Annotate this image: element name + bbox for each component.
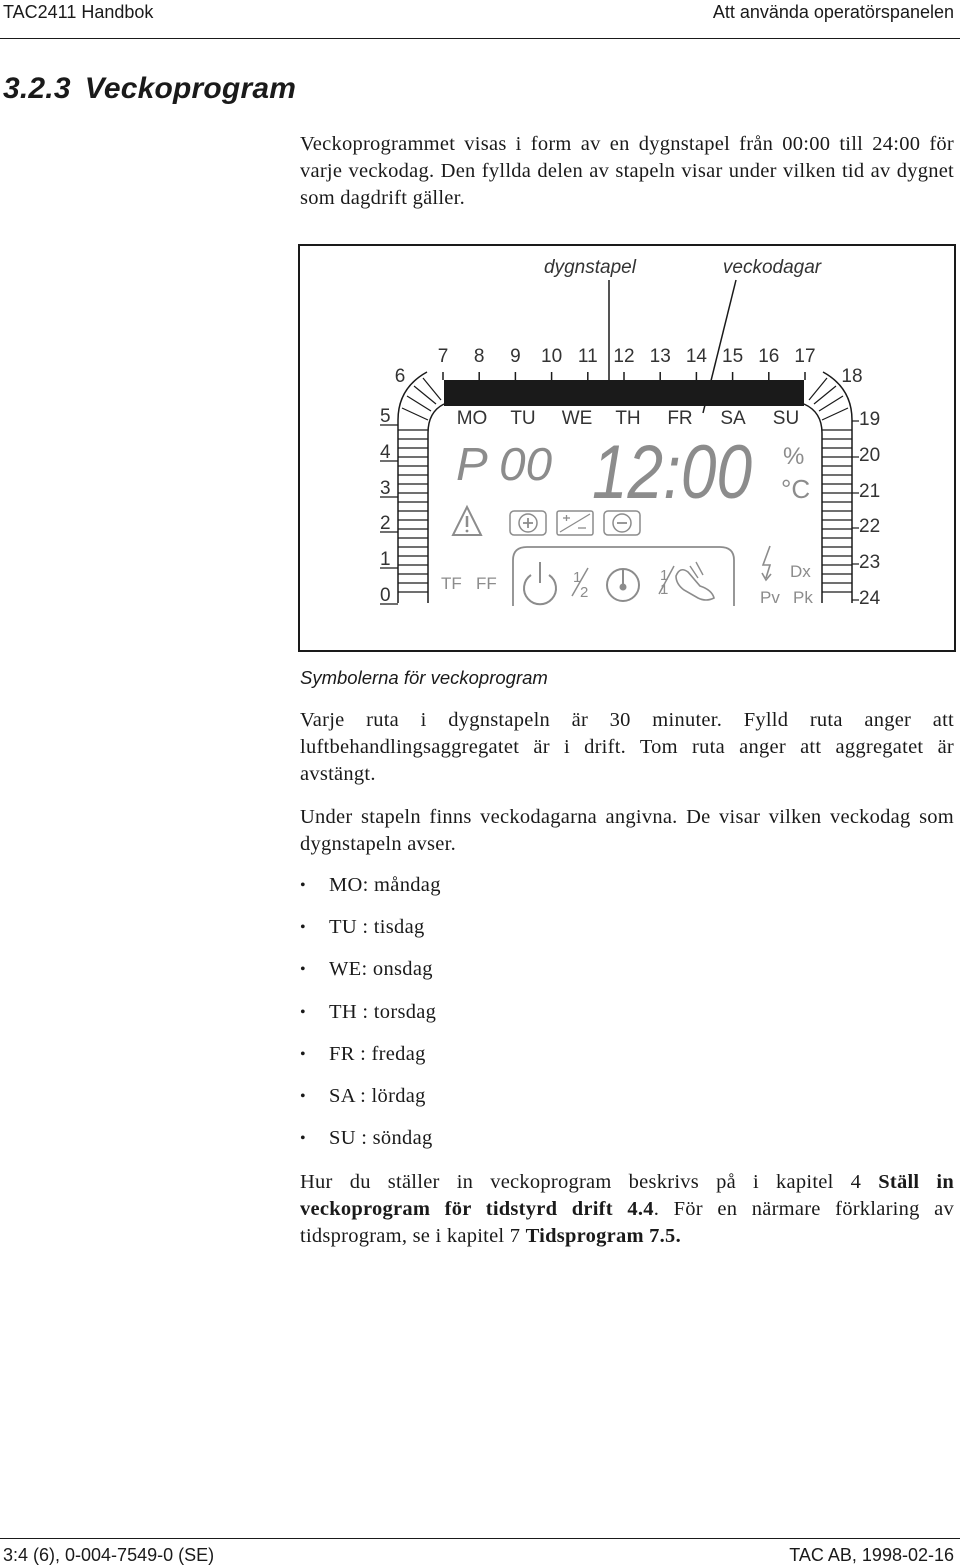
list-item xyxy=(300,872,441,914)
right-corner-cell xyxy=(822,408,848,420)
label-veckodagar: veckodagar xyxy=(722,257,822,278)
tf-indicator: TF xyxy=(441,574,462,593)
ff-indicator: FF xyxy=(476,574,497,593)
weekday-tuesday: TU : tisdag xyxy=(329,916,425,939)
celsius-symbol: °C xyxy=(781,474,811,504)
bullet: • xyxy=(300,1003,306,1021)
paragraph-cells: Varje ruta i dygnstapeln är 30 minuter. Fylld ruta anger att luftbehandlingsaggregatet är i drift. Tom ruta anger att aggregatet är avstängt. xyxy=(300,709,954,785)
reference-text-2: . För en närmare förklaring av tidsprogram, se i kapitel 7 xyxy=(300,1198,954,1247)
pk-indicator: Pk xyxy=(793,588,813,607)
hour-label: 11 xyxy=(577,346,598,367)
left-corner-cell xyxy=(423,378,441,400)
day-label-mo: MO xyxy=(456,408,488,429)
right-corner-cell xyxy=(809,378,827,400)
display-figure xyxy=(298,244,956,652)
hour-label: 19 xyxy=(859,409,881,430)
left-hour-labels xyxy=(380,406,398,606)
plus-minus-icon xyxy=(557,511,593,535)
header-rule xyxy=(0,38,960,39)
pv-indicator: Pv xyxy=(760,588,780,607)
list-item xyxy=(300,999,441,1041)
section-heading xyxy=(3,72,296,106)
list-item xyxy=(300,1125,441,1167)
hour-label: 12 xyxy=(613,346,635,367)
plus-icon xyxy=(510,511,546,535)
hour-label: 3 xyxy=(380,478,391,499)
bullet: • xyxy=(300,961,306,979)
warning-icon xyxy=(453,507,481,535)
bullet: • xyxy=(300,919,306,937)
bullet: • xyxy=(300,1130,306,1148)
power-icon xyxy=(524,562,556,604)
list-item xyxy=(300,1083,441,1125)
hour-label: 8 xyxy=(473,346,485,367)
day-label-sa: SA xyxy=(720,408,746,429)
timer-clock-icon xyxy=(607,569,639,601)
weekday-wednesday: WE: onsdag xyxy=(329,958,433,981)
reference-chapter-4: Ställ in veckoprogram för tidstyrd drift 4.4 xyxy=(300,1171,955,1220)
hour-label: 9 xyxy=(510,346,521,367)
dx-indicator: Dx xyxy=(790,562,811,581)
hour-label: 7 xyxy=(437,346,449,367)
reference-chapter-7: Tidsprogram 7.5 xyxy=(525,1225,676,1247)
hour-label: 2 xyxy=(380,513,391,534)
hour-label: 18 xyxy=(841,366,863,387)
top-hour-ticks xyxy=(443,372,805,380)
hour-label: 21 xyxy=(859,481,881,502)
day-label-we: WE xyxy=(561,408,593,429)
manual-hand-icon xyxy=(676,562,714,600)
right-corner-cell xyxy=(814,386,836,404)
clock-display: 12:00 xyxy=(592,430,752,515)
left-corner-cell xyxy=(407,396,431,411)
bullet: • xyxy=(300,877,306,894)
paragraph-references xyxy=(300,1169,954,1250)
hour-label: 14 xyxy=(685,346,707,367)
hour-label: 16 xyxy=(758,346,780,367)
half-numerator: 1 xyxy=(573,569,582,586)
header-chapter-title: Att använda operatörspanelen xyxy=(712,2,954,22)
hour-label: 13 xyxy=(649,346,671,367)
day-label-su: SU xyxy=(772,408,800,429)
list-item xyxy=(300,956,441,998)
left-bar-outer xyxy=(398,372,427,603)
hour-label: 4 xyxy=(380,442,391,463)
hour-label: 5 xyxy=(380,406,391,427)
hour-label: 22 xyxy=(859,516,881,537)
half-speed-icon xyxy=(572,568,588,601)
one-denominator: 1 xyxy=(660,581,669,598)
day-label-fr: FR xyxy=(667,408,693,429)
label-dygnstapel: dygnstapel xyxy=(544,257,636,278)
day-label-tu: TU xyxy=(510,408,536,429)
right-hour-labels xyxy=(852,409,881,609)
weekday-monday: MO: måndag xyxy=(329,874,441,896)
day-label-th: TH xyxy=(615,408,641,429)
hour-label: 24 xyxy=(859,588,881,609)
reference-text-1: Hur du ställer in veckoprogram beskrivs på i kapitel 4 xyxy=(300,1171,879,1193)
list-item xyxy=(300,914,441,956)
figure-caption: Symbolerna för veckoprogram xyxy=(300,667,548,688)
hour-label: 1 xyxy=(380,549,391,570)
hour-label: 0 xyxy=(380,585,391,606)
bullet: • xyxy=(300,1087,306,1105)
day-operation-bar xyxy=(444,380,804,406)
right-bar-outer xyxy=(823,372,852,603)
section-number: 3.2.3 xyxy=(3,72,71,105)
percent-symbol: % xyxy=(783,443,805,470)
half-denominator: 2 xyxy=(580,584,589,601)
section-title: Veckoprogram xyxy=(84,72,297,105)
left-corner-cell xyxy=(402,408,428,420)
weekday-friday: FR : fredag xyxy=(329,1042,426,1065)
bullet: • xyxy=(300,1045,306,1063)
list-item xyxy=(300,1041,441,1083)
intro-paragraph: Veckoprogrammet visas i form av en dygnstapel från 00:00 till 24:00 för varje veckodag. Den fyllda delen av stapeln visar under vilken tid av dygnet som dagdrift gäller. xyxy=(300,133,954,209)
hour-label: 10 xyxy=(541,346,563,367)
hour-label: 15 xyxy=(722,346,744,367)
left-corner-cell xyxy=(414,386,436,404)
paragraph-weekdays: Under stapeln finns veckodagarna angivna. De visar vilken veckodag som dygnstapeln avser. xyxy=(300,806,954,855)
lightning-icon xyxy=(762,546,771,580)
footer-rule xyxy=(0,1538,960,1539)
program-number-display: P 00 xyxy=(456,438,553,490)
right-corner-cell xyxy=(819,396,843,411)
hour-label: 23 xyxy=(859,552,881,573)
header-document-title: TAC2411 Handbok xyxy=(3,2,154,22)
one-numerator: 1 xyxy=(660,567,669,584)
hour-label: 17 xyxy=(794,346,816,367)
weekday-saturday: SA : lördag xyxy=(329,1084,426,1107)
hour-label: 20 xyxy=(859,445,881,466)
full-speed-icon xyxy=(659,566,674,598)
weekday-sunday: SU : söndag xyxy=(329,1127,433,1150)
footer-document-number: 3:4 (6), 0-004-7549-0 (SE) xyxy=(3,1545,215,1565)
display-illustration xyxy=(300,246,954,650)
hour-label: 6 xyxy=(394,366,406,387)
weekday-list xyxy=(300,872,441,1167)
reference-end-period: . xyxy=(675,1225,681,1247)
footer-company-date: TAC AB, 1998-02-16 xyxy=(789,1545,954,1565)
weekday-thursday: TH : torsdag xyxy=(329,1000,437,1023)
